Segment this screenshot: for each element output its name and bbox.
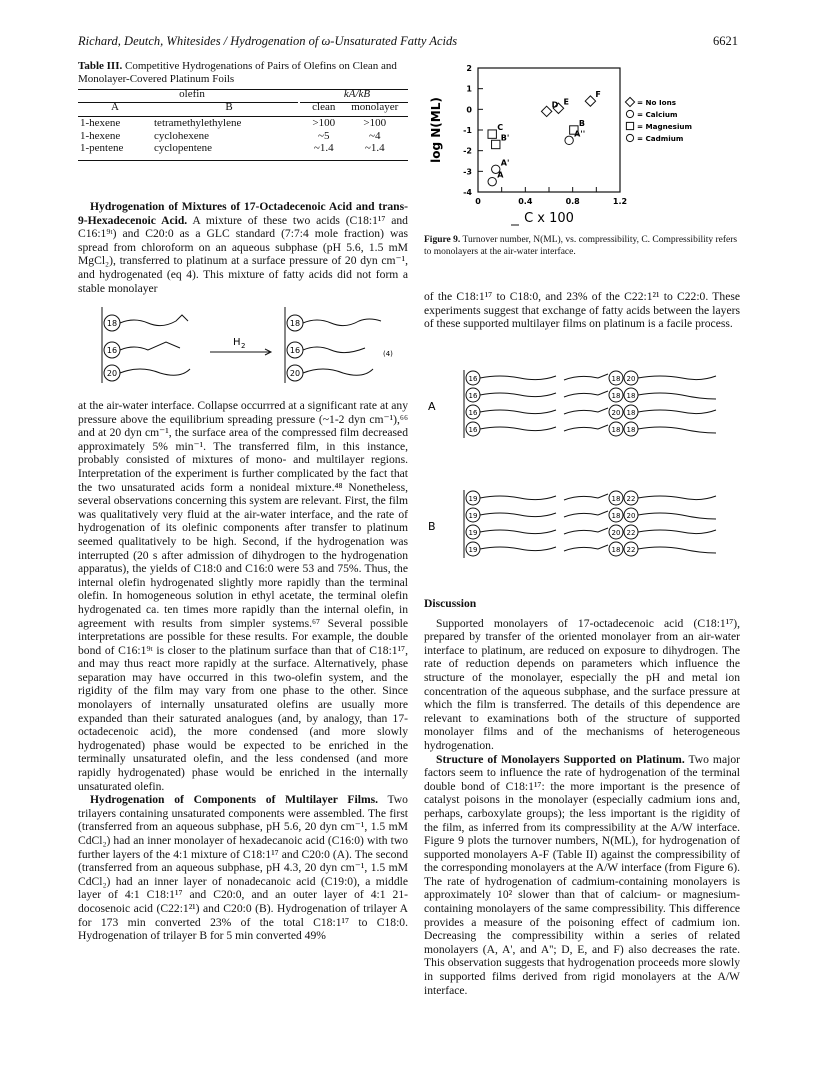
col-group-olefin: olefin — [179, 88, 205, 100]
running-header — [78, 34, 738, 49]
point-label: A — [497, 170, 504, 180]
chain-label: 18 — [289, 319, 301, 328]
figure-9-caption: Figure 9. Turnover number, N(ML), vs. compressibility, C. Compressibility refers to monolayers at the air-water interface. — [424, 235, 738, 257]
col-clean: clean — [312, 100, 336, 113]
headgroup-label: 18 — [626, 392, 636, 400]
data-point-F — [585, 96, 595, 106]
acyl-chain — [480, 496, 556, 500]
acyl-chain — [564, 545, 608, 551]
y-tick-label: 1 — [466, 84, 472, 94]
y-tick-label: 0 — [466, 105, 472, 115]
headgroup-label: 22 — [626, 546, 636, 554]
legend-label: = No Ions — [637, 98, 676, 107]
headgroup-label: 16 — [468, 375, 478, 383]
headgroup-label: 18 — [611, 426, 621, 434]
acyl-chain — [564, 374, 608, 380]
headgroup-label: 18 — [611, 546, 621, 554]
point-label: E — [563, 97, 569, 107]
x-tick-label: 0 — [475, 197, 481, 206]
section-mixtures: Hydrogenation of Mixtures of 17-Octadecenoic Acid and trans-9-Hexadecenoic Acid. A mixture of these two acids (C18:1¹⁷ and C16:1⁹ᵗ) and C20:0 as a GLC standard (7:7:4 mole fraction) was spread from chloroform on an aqueous subphase (pH 5.6, 1.5 mM MgCl₂), transferred to platinum at a surface pressure of 20 dyn cm⁻¹, and hydrogenated (eq 4). This mixture of fatty acids did not form a stable monolayer — [78, 200, 408, 295]
figure-9-chart — [420, 56, 742, 262]
legend-symbol — [626, 134, 633, 141]
headgroup-label: 16 — [468, 426, 478, 434]
headgroup-label: 18 — [611, 495, 621, 503]
acyl-chain — [480, 530, 556, 534]
y-tick-label: -4 — [463, 188, 472, 197]
section-title: Structure of Monolayers Supported on Platinum. — [436, 752, 685, 766]
discussion-title: Discussion — [424, 597, 477, 610]
acyl-chain — [480, 410, 556, 414]
headgroup-label: 19 — [468, 529, 478, 537]
table-row: 1-pentene cyclopentene ~1.4 ~1.4 — [80, 142, 385, 154]
y-tick-label: -3 — [463, 167, 472, 177]
headgroup-label: 18 — [611, 512, 621, 520]
headgroup-label: 19 — [468, 512, 478, 520]
headgroup-label: 18 — [611, 375, 621, 383]
headgroup-label: 18 — [626, 409, 636, 417]
acyl-chain — [564, 528, 608, 534]
legend-label: = Cadmium — [637, 134, 684, 143]
legend-symbol — [626, 122, 633, 129]
acyl-chain — [480, 393, 556, 397]
acyl-chain — [480, 513, 556, 517]
chain-label: 20 — [106, 369, 118, 378]
acyl-chain — [480, 547, 556, 551]
acyl-chain — [564, 408, 608, 414]
acyl-chain — [638, 410, 716, 414]
data-point-A — [488, 177, 496, 185]
headgroup-label: 20 — [626, 512, 636, 520]
h2-label: H — [233, 337, 241, 348]
y-tick-label: -1 — [463, 126, 472, 135]
paragraph: at the air-water interface. Collapse occurrred at a significant rate at any pressure above the equilibrium spreading pressure (~1-2 dyn cm⁻¹),⁶⁶ and at 20 dyn cm⁻¹, the surface area of the compressed film decreased approximately 5% min⁻¹. The transferred film, in this instance, probably consisted of mixtures of mono- and multilayer regions. Interpretation of the experiment is further complicated by the fact that the two unsaturated acids form a nonideal mixture.⁴⁸ Nonetheless, several observations concerning this system are relevant. First, the film was qualitatively very fluid at the air-water interface, and the rate of hydrogenation of its olefinic components after transfer to platinum seemed qualitatively to be high. Second, if the hydrogenation was interrupted (20 s after admission of dihydrogen to the hydrogenation apparatus), the yields of C18:0 and C16:0 were 53 and 75%. Thus, the internal olefin hydrogenated slightly more rapidly than the terminal olefin. In homogeneous solution in ethyl acetate, the terminal olefin hydrogenated ca. ten times more rapidly than the internal olefin, in agreement with results from simpler systems.⁶⁷ Several possible interpretations are possible for these results. For example, the double bond of C16:1⁹ᵗ is closer to the platinum surface than that of C18:1¹⁷, and may thus react more rapidly at the surface. Alternatively, phase separation may have occurred in this two-olefin system, and the rigidity of the film may vary from one phase to the other. Since monolayers of internally unsaturated olefins are usually more expanded than their saturated analogues (and, by analogy, than 17-octadecenoic acid), the more condensed (and more slowly hydrogenated) phase would be expected to be enriched in the terminally unsaturated olefin, and the less condensed (and more rapidly hydrogenated) phase would be enriched in the internally unsaturated olefin. — [78, 399, 409, 793]
data-point-C — [488, 130, 496, 138]
section-title: Hydrogenation of Mixtures of 17-Octadecenoic Acid and trans-9-Hexadecenoic Acid. — [78, 200, 408, 227]
data-point-D — [541, 106, 551, 116]
acyl-chain — [638, 530, 716, 534]
multilayer-diagram — [424, 362, 740, 572]
point-label: F — [595, 90, 601, 100]
acyl-chain — [638, 513, 716, 519]
diagram-label: A — [428, 400, 436, 413]
page-number: 6621 — [713, 34, 738, 48]
x-tick-label: 1.2 — [612, 197, 628, 206]
table-row: 1-hexene tetramethylethylene >100 >100 — [80, 117, 387, 129]
x-axis-label: C x 100 — [524, 211, 574, 226]
point-label: C — [497, 123, 504, 133]
chain-label: 18 — [106, 319, 118, 328]
legend-label: = Magnesium — [637, 122, 693, 131]
headgroup-label: 18 — [626, 426, 636, 434]
acyl-chain — [564, 425, 608, 431]
table-bottom-rule — [78, 160, 408, 161]
acyl-chain — [638, 393, 716, 399]
data-point-A'' — [565, 136, 573, 144]
headgroup-label: 16 — [468, 392, 478, 400]
acyl-chain — [638, 376, 716, 380]
legend-label: = Calcium — [637, 110, 678, 119]
paragraph: Supported monolayers of 17-octadecenoic acid (C18:1¹⁷), prepared by transfer of the oriented monolayer from an air-water interface to platinum, are reduced on exposure to dihydrogen. The rate of reduction depends on parameters which influence the structure of the monolayer, especially the pH and metal ion concentration of the aqueous subphase, and the surface pressure at which the film is transferred. The details of this dependence are relevant to examinations both of the structure of supported monolayer films and of the mechanisms of heterogeneous hydrogenation. — [424, 616, 740, 752]
x-tick-label: 0.8 — [565, 197, 580, 206]
acyl-chain — [638, 427, 716, 433]
headgroup-label: 22 — [626, 529, 636, 537]
col-group-ratio: kA/kB — [343, 88, 371, 100]
table-iii — [78, 88, 408, 155]
col-a: A — [111, 100, 119, 113]
chain-label: 16 — [289, 346, 301, 355]
headgroup-label: 22 — [626, 495, 636, 503]
section-title: Hydrogenation of Components of Multilayer Films. — [90, 793, 379, 807]
point-label: D — [551, 100, 559, 110]
chain-label: 16 — [106, 346, 118, 355]
data-point-A' — [492, 165, 500, 173]
acyl-chain — [638, 496, 716, 500]
diagram-label: B — [428, 520, 436, 533]
running-title: Richard, Deutch, Whitesides / Hydrogenation of ω-Unsaturated Fatty Acids — [78, 34, 458, 48]
y-axis-label: log N(ML) — [429, 97, 443, 163]
headgroup-label: 20 — [626, 375, 636, 383]
acyl-chain — [480, 376, 556, 380]
point-label: A' — [500, 158, 510, 168]
headgroup-label: 16 — [468, 409, 478, 417]
x-tick-label: 0.4 — [518, 197, 533, 206]
headgroup-label: 20 — [611, 529, 621, 537]
legend-symbol — [626, 110, 633, 117]
left-body: at the air-water interface. Collapse occurrred at a significant rate at any pressure above the equilibrium spreading pressure (~1-2 dyn cm⁻¹),⁶⁶ and at 20 dyn cm⁻¹, the surface area of the compressed film decreased approximately 5% min⁻¹. The transferred film, in this instance, probably consisted of mixtures of mono- and multilayer regions. Interpretation of the experiment is further complicated by the fact that the two unsaturated acids form a nonideal mixture.⁴⁸ Nonetheless, several observations concerning this system are relevant. First, the film was qualitatively very fluid at the air-water interface, and the rate of hydrogenation of its olefinic components after transfer to platinum seemed qualitatively to be high. Second, if the hydrogenation was interrupted (20 s after admission of dihydrogen to the hydrogenation apparatus), the yields of C18:0 and C16:0 were 53 and 75%. Thus, the internal olefin hydrogenated slightly more rapidly than the terminal olefin. In homogeneous solution in ethyl acetate, the terminal olefin hydrogenated ca. ten times more rapidly than the internal olefin, in agreement with results from simpler systems.⁶⁷ Several possible interpretations are possible for these results. For example, the double bond of C16:1⁹ᵗ is closer to the platinum surface than that of C18:1¹⁷, and may thus react more rapidly at the surface. Alternatively, phase separation may have occurred in this two-olefin system, and the rigidity of the film may vary from one phase to the other. Since monolayers of internally unsaturated olefins are usually more expanded than their saturated analogues (and, by analogy, than 17-octadecenoic acid), the more condensed (and more slowly hydrogenated) phase would be expected to be enriched in the terminally unsaturated olefin, and the less condensed (and more rapidly hydrogenated) phase would be enriched in the internally unsaturated olefin. Hydrogenation of Components of Multilayer Films. Two trilayers containing unsaturated components were assembled. The first (transferred from an aqueous subphase, pH 5.6, 20 dyn cm⁻¹, 1.5 mM CdCl₂) had an inner monolayer of hexadecanoic acid (C16:0) with two further layers of the 4:1 mixture of C18:1¹⁷ and C20:0 (A). The second (transferred from an aqueous subphase, pH 4.3, 20 dyn cm⁻¹, 1.5 mM CdCl₂) had an inner layer of nonadecanoic acid (C19:0), a middle layer of 4:1 C18:1¹⁷ and C20:0, and an outer layer of 4:1 21-docosenoic acid (C22:1²¹) and C20:0 (B). Hydrogenation of trilayer A for 173 min converted 23% of the total C18:1¹⁷ to C18:0. Hydrogenation of trilayer B for 5 min converted 49% — [78, 399, 409, 943]
point-label: B — [578, 119, 585, 128]
legend-symbol — [625, 97, 634, 106]
headgroup-label: 19 — [468, 546, 478, 554]
right-continuation: of the C18:1¹⁷ to C18:0, and 23% of the C22:1²¹ to C22:0. These experiments suggest that exchange of fatty acids between the layers of these supported multilayer films on platinum is a facile process. — [424, 290, 740, 331]
table-row: 1-hexene cyclohexene ~5 ~4 — [80, 129, 381, 142]
col-monolayer: monolayer — [351, 100, 399, 113]
headgroup-label: 20 — [611, 409, 621, 417]
y-tick-label: -2 — [463, 146, 472, 156]
acyl-chain — [638, 547, 716, 553]
data-point-B' — [492, 140, 500, 148]
equation-4 — [100, 305, 400, 385]
acyl-chain — [480, 427, 556, 431]
acyl-chain — [564, 494, 608, 500]
h2-subscript: 2 — [241, 342, 246, 350]
acyl-chain — [564, 511, 608, 517]
col-b: B — [225, 100, 233, 113]
chain-label: 20 — [289, 369, 301, 378]
acyl-chain — [564, 391, 608, 397]
discussion-section: Discussion Supported monolayers of 17-octadecenoic acid (C18:1¹⁷), prepared by transfer of the oriented monolayer from an air-water interface to platinum, are reduced on exposure to dihydrogen. The rate of reduction depends on parameters which influence the structure of the monolayer, especially the pH and metal ion concentration of the aqueous subphase, and the surface pressure at which the film is transferred. The details of this dependence are relevant to examinations both of the structure of supported monolayer films and of the mechanisms of heterogeneous hydrogenation. Structure of Monolayers Supported on Platinum. Two major factors seem to influence the rate of hydrogenation of the terminal double bond of C18:1¹⁷: the more important is the presence of catalyst poisons in the monolayer (especially cadmium ions and, perhaps, carboxylate groups); the less important is the rigidity of the film, as inferred from its compressibility at the A/W interface. Figure 9 plots the turnover numbers, N(ML), for hydrogenation of supported monolayers A-F (Table II) against the compressibility of the corresponding monolayers at the A/W interface (from Figure 6). The rate of hydrogenation of cadmium-containing monolayers is approximately 10² slower than that of calcium- or magnesium-containing monolayers of the same compressibility. This difference provides a measure of the poisoning effect of cadmium ion. Decreasing the compressibility within a series of related monolayers (A, A', and A''; D, E, and F) also decreases the rate. This observation suggests that hydrogenation proceeds more slowly in supported films derived from rigid monolayers at the A/W interface. — [424, 597, 740, 997]
y-tick-label: 2 — [466, 64, 472, 73]
point-label: B' — [500, 133, 510, 143]
equation-number: (4) — [383, 350, 393, 358]
table-caption: Table III. Competitive Hydrogenations of Pairs of Olefins on Clean and Monolayer-Covered Platinum Foils — [78, 60, 397, 85]
headgroup-label: 19 — [468, 495, 478, 503]
headgroup-label: 18 — [611, 392, 621, 400]
point-label: A'' — [574, 129, 586, 139]
